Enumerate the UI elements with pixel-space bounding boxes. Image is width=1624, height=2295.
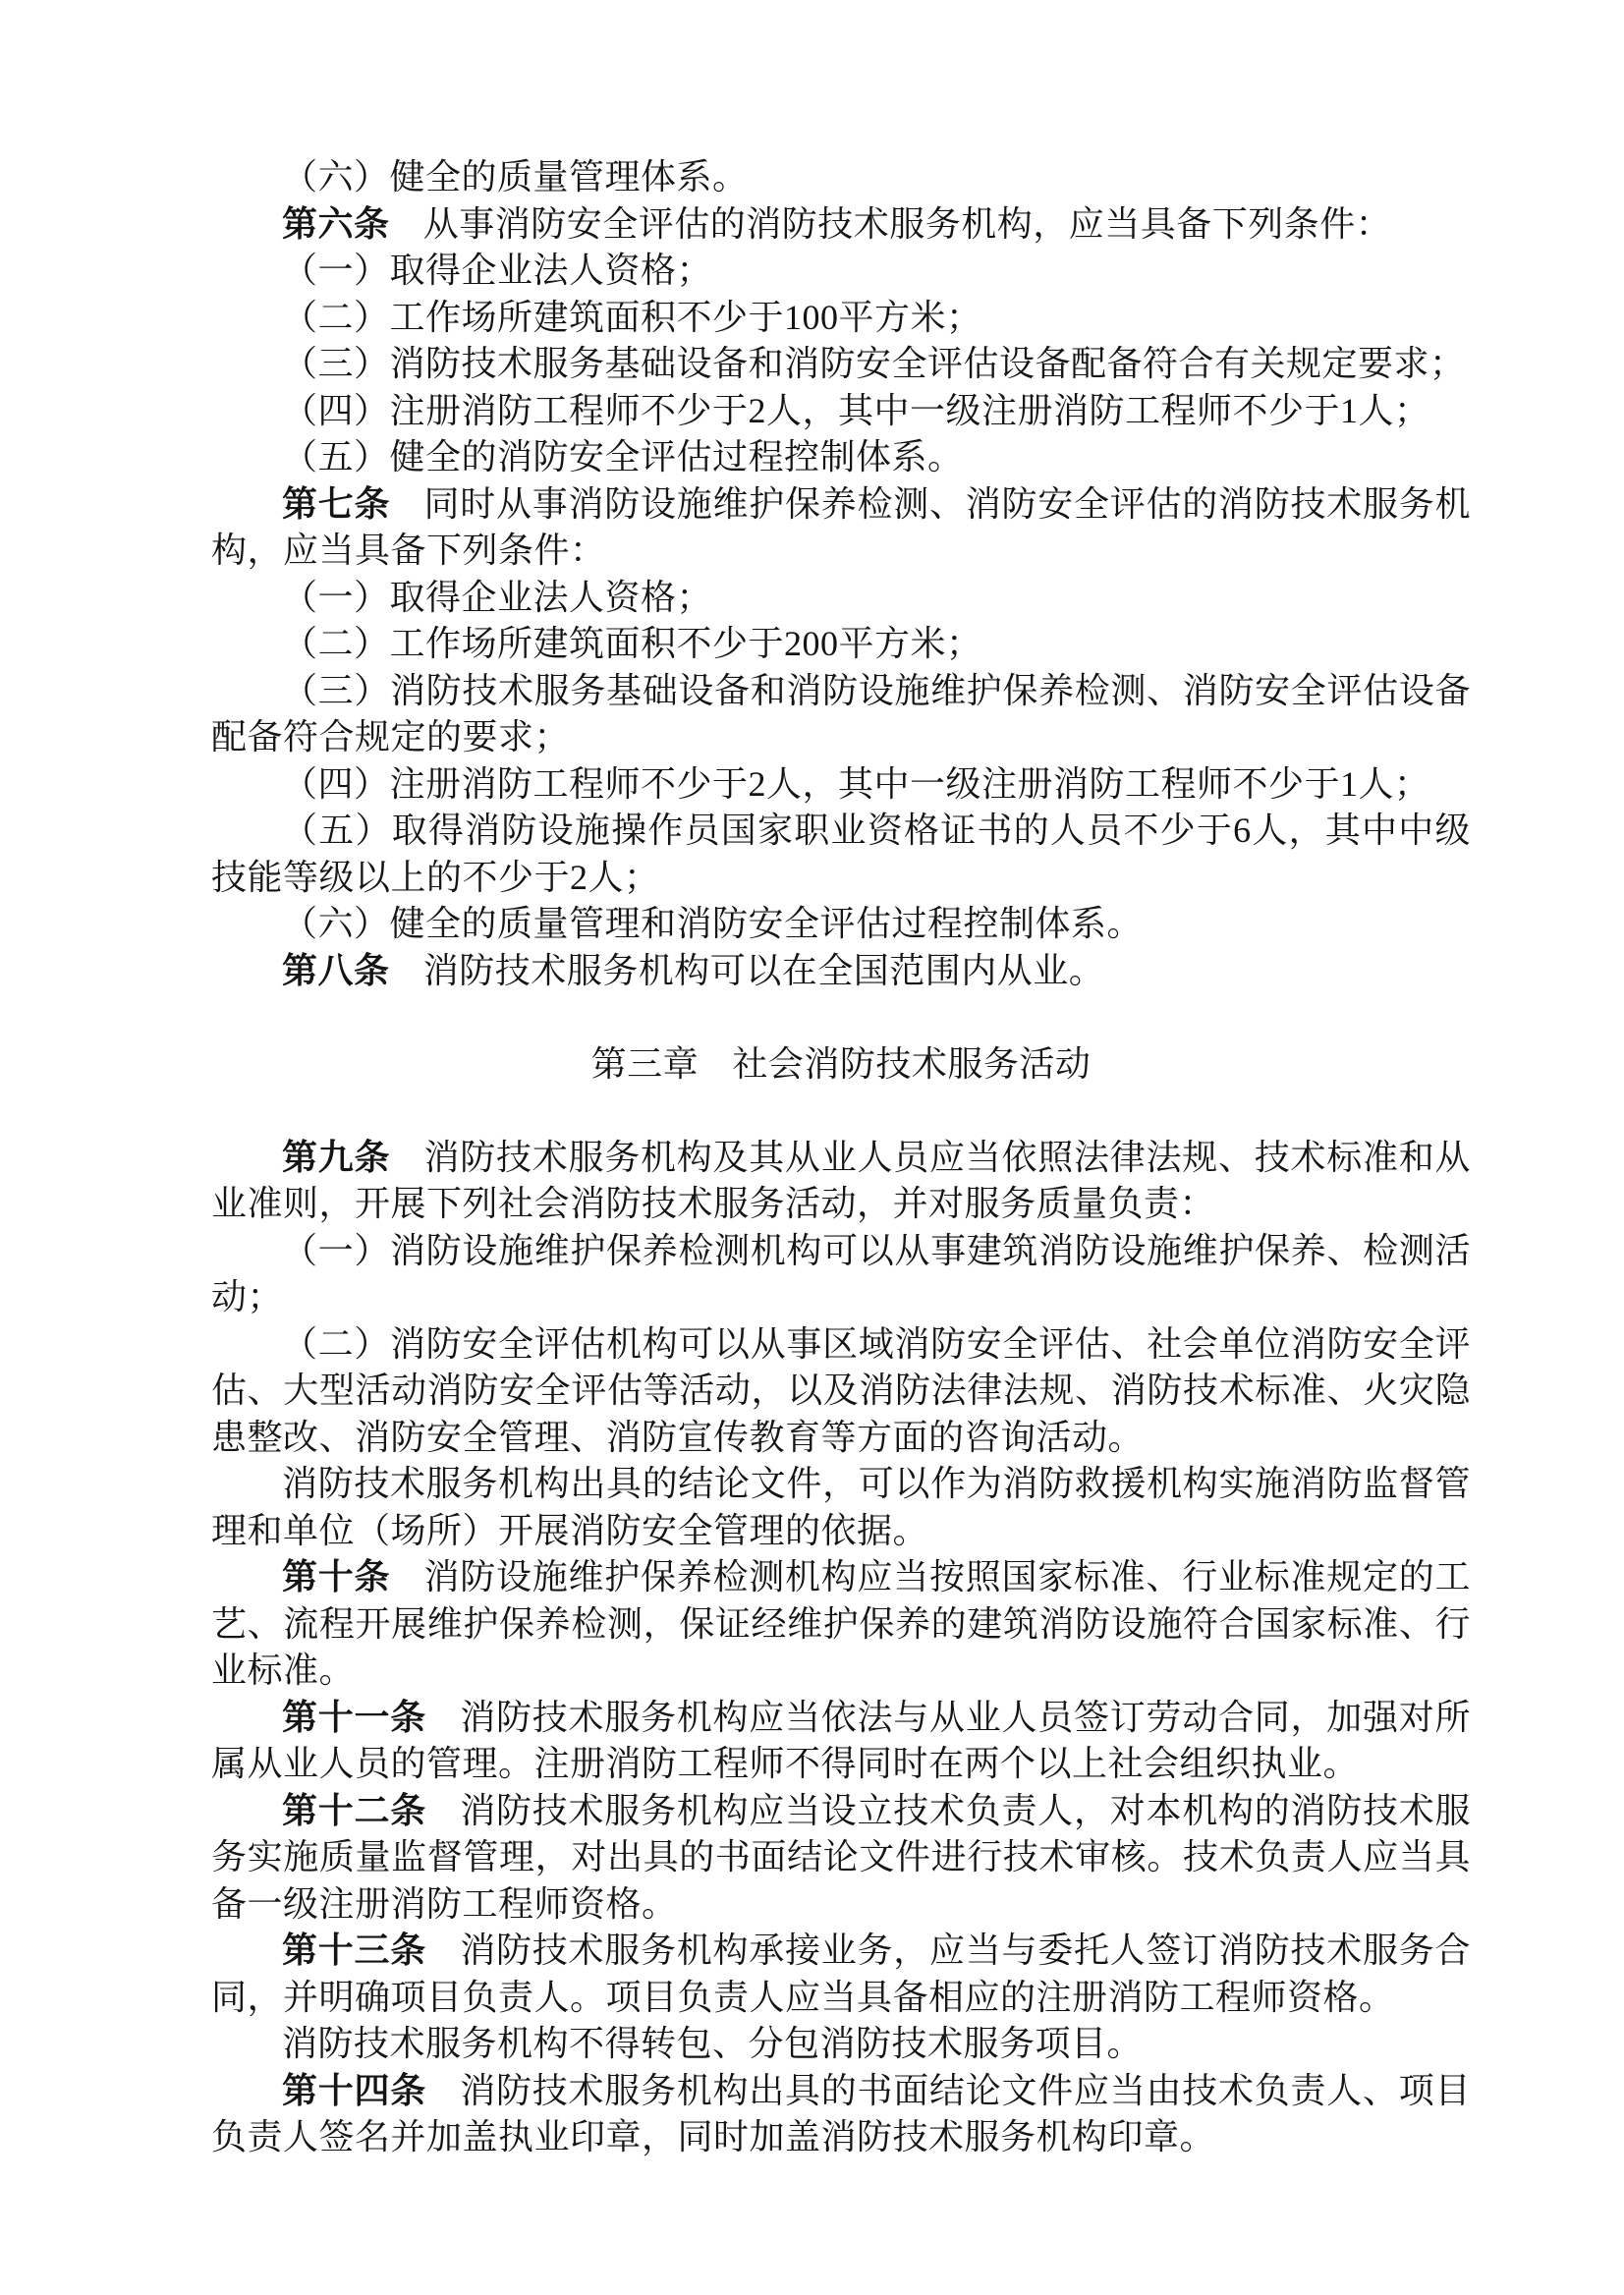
article-number: 第九条: [282, 1137, 391, 1177]
article-number: 第十二条: [282, 1790, 427, 1830]
paragraph: [211, 1928, 1471, 2021]
paragraph-text: 社会消防技术服务活动: [732, 1043, 1092, 1084]
paragraph-text: （一）取得企业法人资格；: [282, 577, 713, 617]
paragraph-text: 从事消防安全评估的消防技术服务机构，应当具备下列条件：: [422, 203, 1392, 244]
paragraph-text: 消防技术服务机构应当依法与从业人员签订劳动合同，加强对所属从业人员的管理。注册消防工程师不得同时在两个以上社会组织执业。: [211, 1697, 1471, 1783]
paragraph: [211, 948, 1471, 995]
paragraph: [211, 901, 1471, 948]
paragraph: [211, 1461, 1471, 1554]
paragraph-text: 消防技术服务机构应当设立技术负责人，对本机构的消防技术服务实施质量监督管理，对出具的书面结论文件进行技术审核。技术负责人应当具备一级注册消防工程师资格。: [211, 1790, 1471, 1924]
paragraph-text: 消防技术服务机构出具的书面结论文件应当由技术负责人、项目负责人签名并加盖执业印章，同时加盖消防技术服务机构印章。: [211, 2070, 1471, 2156]
paragraph: [211, 1135, 1471, 1228]
paragraph-text: （二）消防安全评估机构可以从事区域消防安全评估、社会单位消防安全评估、大型活动消防安全评估等活动，以及消防法律法规、消防技术标准、火灾隐患整改、消防安全管理、消防宣传教育等方面的咨询活动。: [211, 1323, 1471, 1457]
paragraph-text: （五）取得消防设施操作员国家职业资格证书的人员不少于6人，其中中级技能等级以上的不少于2人；: [211, 811, 1471, 897]
article-number: 第六条: [282, 203, 390, 244]
paragraph: [211, 434, 1471, 481]
chapter-number: 第三章: [590, 1043, 700, 1084]
paragraph: [211, 201, 1471, 249]
paragraph: [211, 1321, 1471, 1462]
paragraph: [211, 761, 1471, 809]
paragraph-text: （一）消防设施维护保养检测机构可以从事建筑消防设施维护保养、检测活动；: [211, 1230, 1471, 1316]
paragraph: [211, 575, 1471, 622]
paragraph-text: 消防设施维护保养检测机构应当按照国家标准、行业标准规定的工艺、流程开展维护保养检测，保证经维护保养的建筑消防设施符合国家标准、行业标准。: [211, 1557, 1471, 1690]
paragraph: [211, 1788, 1471, 1929]
paragraph-text: （三）消防技术服务基础设备和消防安全评估设备配备符合有关规定要求；: [282, 344, 1466, 383]
article-number: 第十三条: [282, 1931, 427, 1970]
paragraph-text: （一）取得企业法人资格；: [282, 251, 713, 290]
paragraph-text: 消防技术服务机构及其从业人员应当依照法律法规、技术标准和从业准则，开展下列社会消防技术服务活动，并对服务质量负责：: [211, 1137, 1471, 1223]
paragraph: [211, 295, 1471, 342]
paragraph: [211, 668, 1471, 761]
paragraph-text: 消防技术服务机构不得转包、分包消防技术服务项目。: [282, 2024, 1144, 2063]
paragraph: [211, 388, 1471, 435]
document-body: [211, 154, 1471, 2161]
article-number: 第十条: [282, 1557, 391, 1596]
paragraph: [211, 621, 1471, 668]
article-number: 第七条: [282, 483, 391, 524]
paragraph: [211, 341, 1471, 388]
paragraph-text: （二）工作场所建筑面积不少于200平方米；: [282, 624, 982, 663]
paragraph: [211, 1554, 1471, 1695]
article-number: 第十四条: [282, 2070, 427, 2110]
paragraph: [211, 481, 1471, 575]
paragraph: [211, 1228, 1471, 1321]
paragraph-text: （四）注册消防工程师不少于2人，其中一级注册消防工程师不少于1人；: [282, 390, 1430, 430]
paragraph-text: 消防技术服务机构出具的结论文件，可以作为消防救援机构实施消防监督管理和单位（场所）开展消防安全管理的依据。: [211, 1464, 1471, 1550]
paragraph-text: （六）健全的质量管理体系。: [282, 157, 749, 196]
paragraph-text: 同时从事消防设施维护保养检测、消防安全评估的消防技术服务机构，应当具备下列条件：: [211, 483, 1471, 570]
paragraph: [211, 248, 1471, 295]
article-number: 第十一条: [282, 1697, 427, 1737]
paragraph: [211, 2068, 1471, 2161]
paragraph-text: （二）工作场所建筑面积不少于100平方米；: [282, 297, 982, 337]
paragraph: [211, 808, 1471, 901]
paragraph-text: 消防技术服务机构承接业务，应当与委托人签订消防技术服务合同，并明确项目负责人。项目负责人应当具备相应的注册消防工程师资格。: [211, 1931, 1471, 2017]
paragraph-text: （六）健全的质量管理和消防安全评估过程控制体系。: [282, 904, 1144, 943]
paragraph: [211, 154, 1471, 201]
article-number: 第八条: [282, 950, 390, 990]
paragraph: [211, 2021, 1471, 2068]
chapter-heading: [211, 1041, 1471, 1089]
paragraph-text: （三）消防技术服务基础设备和消防设施维护保养检测、消防安全评估设备配备符合规定的要求；: [211, 670, 1471, 756]
paragraph: [211, 1695, 1471, 1788]
paragraph-text: （五）健全的消防安全评估过程控制体系。: [282, 437, 964, 476]
paragraph-text: （四）注册消防工程师不少于2人，其中一级注册消防工程师不少于1人；: [282, 763, 1430, 804]
paragraph-text: 消防技术服务机构可以在全国范围内从业。: [422, 950, 1105, 990]
